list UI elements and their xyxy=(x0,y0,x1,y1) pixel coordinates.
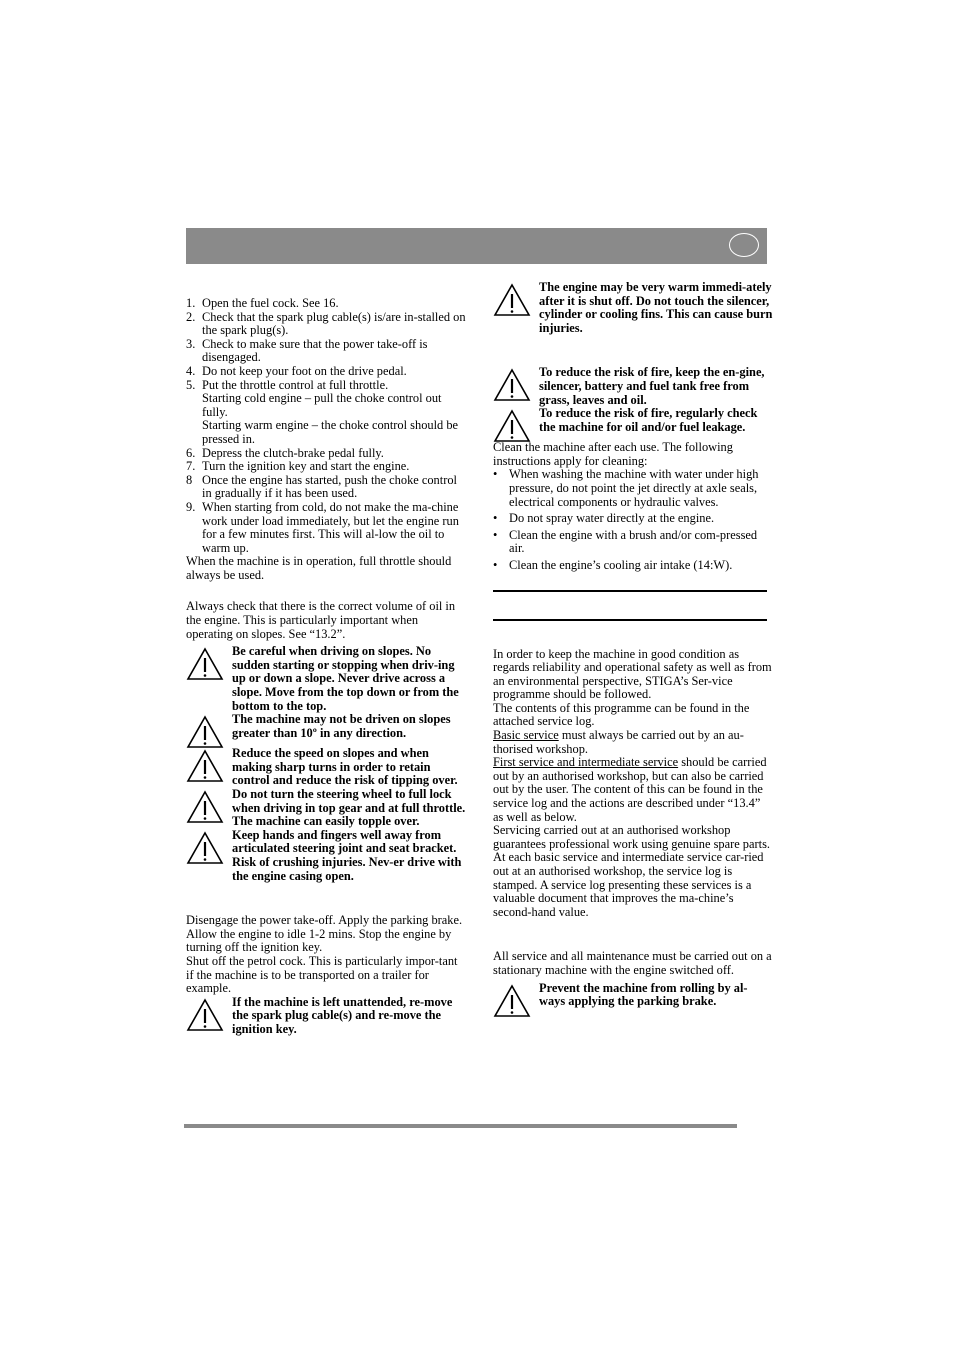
warning-text: Prevent the machine from rolling by al-ways applying the parking brake. xyxy=(539,980,748,1009)
warning-triangle-icon xyxy=(186,998,224,1032)
stop-step-1: Disengage the power take-off. Apply the parking brake. xyxy=(186,913,463,928)
warning-triangle-icon xyxy=(186,790,224,824)
footer-rule xyxy=(184,1124,737,1128)
step-number: 8 xyxy=(186,472,193,487)
cleaning-list xyxy=(493,468,773,572)
step-text: Open the fuel cock. See 16. xyxy=(202,296,339,310)
list-item xyxy=(186,338,466,365)
warning-text: The engine may be very warm immedi-ately after it is shut off. Do not touch the silencer, cylinder or cooling fins. This can cause burn injuries. xyxy=(539,280,773,335)
step-number: 4. xyxy=(186,363,196,378)
bullet-text: Clean the engine with a brush and/or com-pressed air. xyxy=(509,527,758,556)
basic-service-text: must always be carried out by an au-thorised workshop. xyxy=(493,728,744,756)
first-service-term: First service and intermediate service xyxy=(493,755,679,770)
step-text: Do not keep your foot on the drive pedal. xyxy=(202,363,407,378)
warning-triangle-icon xyxy=(493,368,531,402)
step-number: 6. xyxy=(186,445,196,460)
first-service-text: should be carried out by an authorised workshop, but can also be carried out by the user. The content of this can be found in the service log and the actions are described under “13.4” as well as below. xyxy=(493,755,767,824)
warning-fire-leakage xyxy=(493,407,773,441)
step-text: Check to make sure that the power take-off is disengaged. xyxy=(202,336,428,365)
language-badge xyxy=(729,233,759,257)
warning-text: Reduce the speed on slopes and when making sharp turns in order to retain control and reduce the risk of tipping over. xyxy=(232,746,458,788)
list-item: • Clean the engine’s cooling air intake (14:W). xyxy=(493,557,733,572)
warm-engine-note: Starting warm engine – the choke control should be pressed in. xyxy=(202,418,459,446)
list-item xyxy=(186,501,466,555)
bullet-text: Do not spray water directly at the engine. xyxy=(509,511,715,526)
service-contents: The contents of this programme can be found in the attached service log. xyxy=(493,700,750,729)
maintenance-text: All service and all maintenance must be carried out on a stationary machine with the engine switched off. xyxy=(493,949,772,977)
list-item xyxy=(186,365,466,379)
warning-triangle-icon xyxy=(186,647,224,681)
cleaning-intro: Clean the machine after each use. The following instructions apply for cleaning: xyxy=(493,440,733,468)
warning-triangle-icon xyxy=(493,984,531,1018)
list-item: • Do not spray water directly at the engine. xyxy=(493,511,715,526)
start-steps xyxy=(186,297,466,392)
warning-fire-debris xyxy=(493,366,773,407)
warning-text: Keep hands and fingers well away from articulated steering joint and seat bracket. Risk of crushing injuries. Nev-er drive with the engine casing open. xyxy=(232,827,462,883)
bullet-text: Clean the engine’s cooling air intake (14:W). xyxy=(509,557,733,572)
warning-speed xyxy=(186,747,466,788)
warning-text: To reduce the risk of fire, regularly check the machine for oil and/or fuel leakage. xyxy=(539,406,758,434)
left-column xyxy=(186,297,466,1037)
warning-text: Do not turn the steering wheel to full lock when driving in top gear and at full throttle. The machine can easily topple over. xyxy=(232,787,466,829)
service-intro: In order to keep the machine in good condition as regards reliability and operational safety as well as from an environmental perspective, STIGA’s Ser-vice programme should be followed. xyxy=(493,646,772,702)
list-item xyxy=(186,311,466,338)
warning-text: Be careful when driving on slopes. No sudden starting or stopping when driv-ing up or down a slope. Never drive across a slope. Move from the top down or from the bottom to the top. xyxy=(232,644,459,713)
service-log-text: At each basic service and intermediate service car-ried out at an authorised workshop, the service log is stamped. A service log presenting these services is a valuable document that improves the ma-chine’s second-hand value. xyxy=(493,850,764,919)
start-steps-continued xyxy=(186,447,466,556)
list-item xyxy=(186,447,466,461)
step-number: 2. xyxy=(186,309,196,324)
warning-hot-engine xyxy=(493,281,773,335)
stop-step-3: Shut off the petrol cock. This is particularly impor-tant if the machine is to be transported on a trailer for example. xyxy=(186,953,458,996)
warning-text: To reduce the risk of fire, keep the en-gine, silencer, battery and fuel tank free from grass, leaves and oil. xyxy=(539,365,765,407)
warning-rolling xyxy=(493,982,773,1016)
servicing-workshop: Servicing carried out at an authorised workshop guarantees professional work using genuine spare parts. xyxy=(493,823,770,851)
basic-service-paragraph xyxy=(493,729,773,756)
warning-triangle-icon xyxy=(186,749,224,783)
cold-engine-note: Starting cold engine – pull the choke control out fully. xyxy=(202,391,442,419)
step-text: When starting from cold, do not make the ma-chine work under load immediately, but let the engine run for a few minutes first. This will al-low the oil to warm up. xyxy=(202,499,459,555)
stop-step-2: Allow the engine to idle 1-2 mins. Stop the engine by turning off the ignition key. xyxy=(186,926,452,955)
basic-service-term: Basic service xyxy=(493,728,559,743)
right-column xyxy=(493,281,773,1016)
step-number: 7. xyxy=(186,459,196,474)
step-number: 5. xyxy=(186,377,196,392)
step-number: 9. xyxy=(186,499,196,514)
header-bar xyxy=(186,228,767,264)
step-text: Put the throttle control at full throttle. xyxy=(202,377,389,392)
first-service-paragraph xyxy=(493,756,773,824)
list-item xyxy=(186,474,466,501)
warning-text: If the machine is left unattended, re-move the spark plug cable(s) and re-move the ignition key. xyxy=(232,994,453,1036)
warning-text: The machine may not be driven on slopes greater than 10º in any direction. xyxy=(232,712,451,740)
warning-triangle-icon xyxy=(493,283,531,317)
bullet-text: When washing the machine with water under high pressure, do not point the jet directly at axle seals, electrical components or hydraulic valves. xyxy=(509,467,759,509)
warning-triangle-icon xyxy=(493,409,531,443)
step-text: Depress the clutch-brake pedal fully. xyxy=(202,445,384,460)
list-item: • Clean the engine with a brush and/or com-pressed air. xyxy=(493,527,758,556)
step-number: 1. xyxy=(186,296,196,310)
list-item xyxy=(186,460,466,474)
warning-slope-limit xyxy=(186,713,466,747)
warning-unattended xyxy=(186,996,466,1037)
list-item: • When washing the machine with water under high pressure, do not point the jet directly at axle seals, electrical components or hydraulic valves. xyxy=(493,467,759,509)
warning-steering xyxy=(186,788,466,829)
warning-slopes xyxy=(186,645,466,713)
warning-triangle-icon xyxy=(186,715,224,749)
oil-check-text: Always check that there is the correct volume of oil in the engine. This is particularly important when operating on slopes. See “13.2”. xyxy=(186,599,456,641)
step-text: Turn the ignition key and start the engine. xyxy=(202,459,410,474)
list-item xyxy=(186,379,466,393)
full-throttle-note: When the machine is in operation, full throttle should always be used. xyxy=(186,554,452,582)
list-item xyxy=(186,297,466,311)
step-text: Check that the spark plug cable(s) is/are in-stalled on the spark plug(s). xyxy=(202,309,466,338)
warning-triangle-icon xyxy=(186,831,224,865)
step-number: 3. xyxy=(186,336,196,351)
warning-crushing xyxy=(186,829,466,883)
step-text: Once the engine has started, push the choke control in gradually if it has been used. xyxy=(202,472,457,501)
